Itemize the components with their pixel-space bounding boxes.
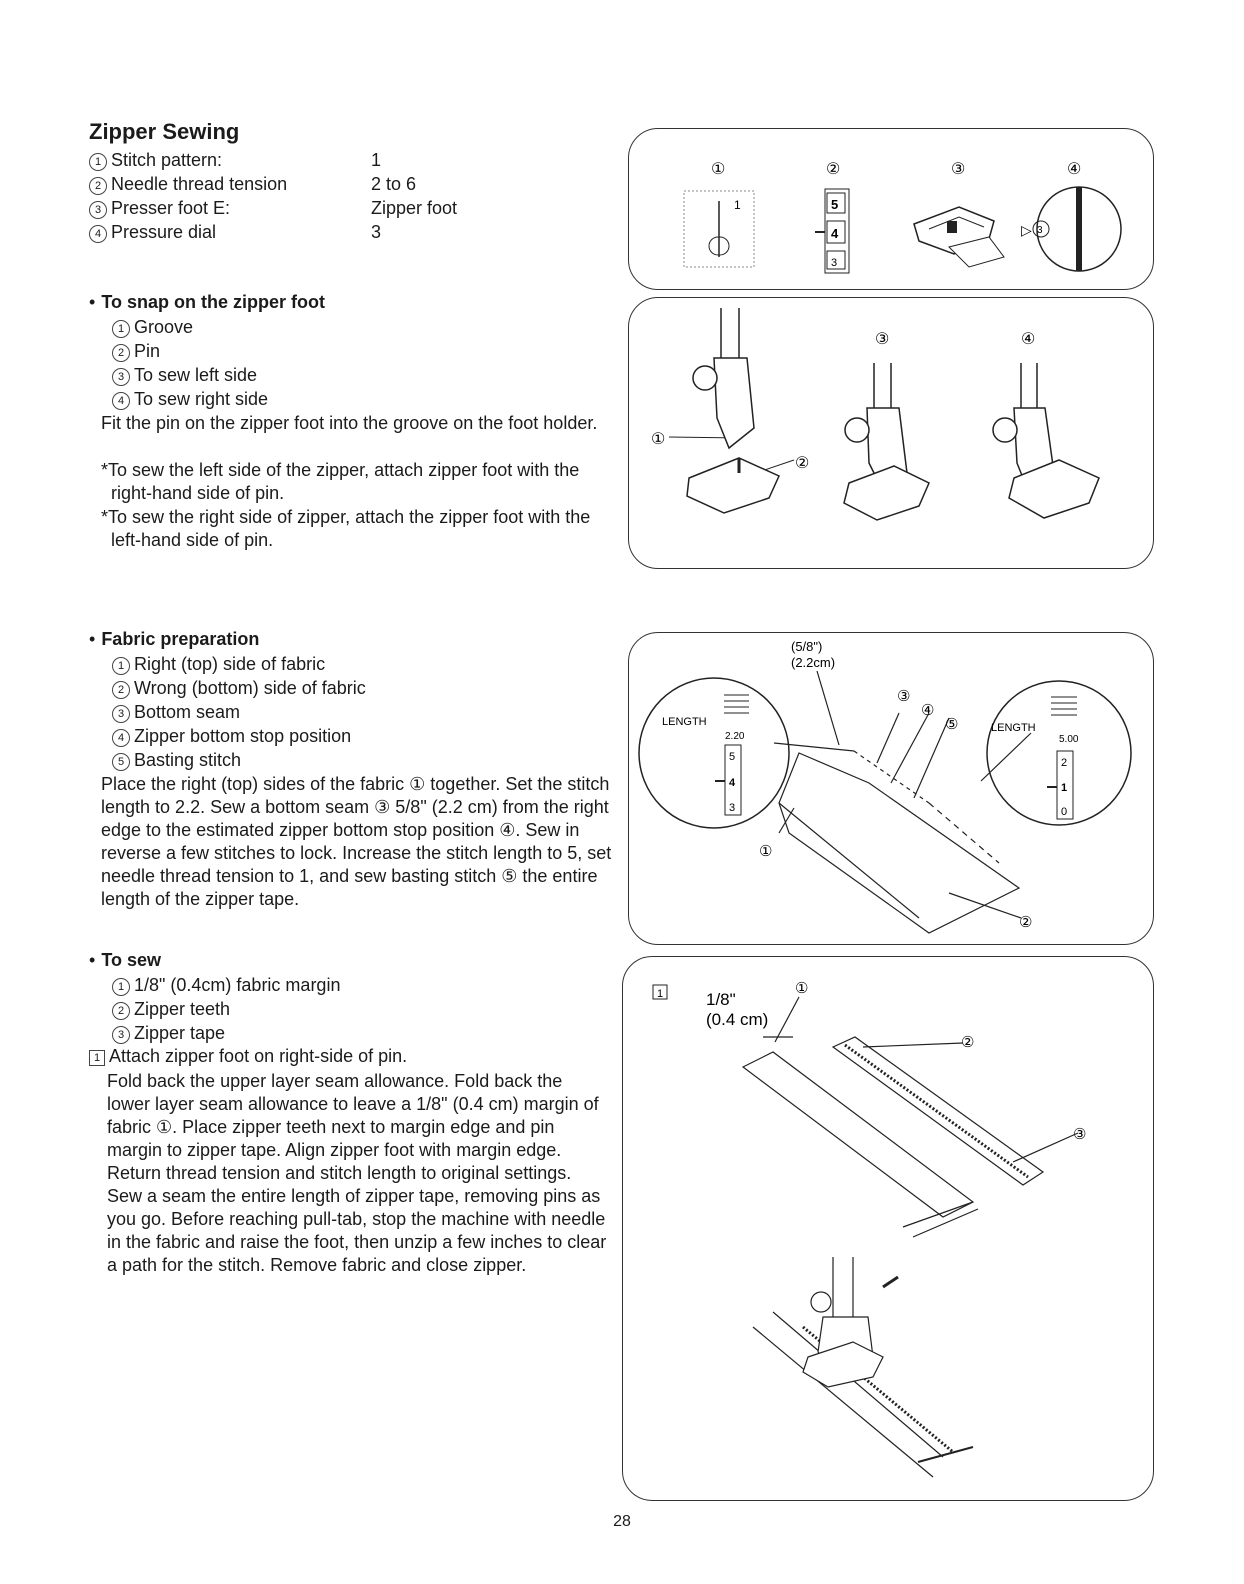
figure-sew-drawing <box>623 957 1153 1500</box>
number-badge: 3 <box>112 368 130 386</box>
zipper-foot-icon <box>914 207 1004 267</box>
section-title-text: Fabric preparation <box>101 629 260 649</box>
list-item-text: Zipper teeth <box>134 999 231 1019</box>
measure-inch: 1/8" <box>706 990 736 1009</box>
number-badge: 4 <box>112 729 130 747</box>
figure-settings <box>628 128 1154 290</box>
measure-cm: (0.4 cm) <box>706 1010 769 1029</box>
setting-value: Zipper foot <box>371 198 458 218</box>
figure-label: ② <box>961 1034 975 1051</box>
svg-text:3: 3 <box>1037 225 1043 236</box>
setting-row <box>89 196 457 220</box>
tension-dial-icon <box>815 189 849 273</box>
step-number: 1 <box>657 988 664 1000</box>
settings-list <box>89 148 457 244</box>
figure-label: ② <box>1019 914 1033 931</box>
dial-number: 0 <box>1061 806 1068 818</box>
dial-number: 2 <box>1061 757 1068 769</box>
fabric-parts-list <box>112 652 366 772</box>
page-title: Zipper Sewing <box>89 119 240 144</box>
setting-label: Stitch pattern: <box>111 150 223 170</box>
list-item <box>112 973 340 997</box>
measure-inch: (5/8") <box>791 639 823 654</box>
number-badge: 2 <box>112 344 130 362</box>
figure-label: ④ <box>1067 161 1082 178</box>
list-item <box>112 748 366 772</box>
list-item <box>112 387 268 411</box>
list-item <box>112 676 366 700</box>
list-item <box>112 724 366 748</box>
length-value: 2.20 <box>725 731 745 742</box>
fabric-paragraph: Place the right (top) sides of the fabric ① together. Set the stitch length to 2.2. Sew a bottom seam ③ 5/8" (2.2 cm) from the right edge to the estimated zipper bottom stop position ④. Sew in reverse a few stitches to lock. Increase the stitch length to 5, set needle thread tension to 1, and sew basting stitch ⑤ the entire length of the zipper tape. <box>101 774 612 909</box>
list-item-text: To sew right side <box>134 389 269 409</box>
number-badge: 3 <box>112 1026 130 1044</box>
sew-paragraph: Fold back the upper layer seam allowance. Fold back the lower layer seam allowance to leave a 1/8" (0.4 cm) margin of fabric ①. Place zipper teeth next to margin edge and pin margin to zipper tape. Align zipper foot with margin edge. Return thread tension and stitch length to original settings. Sew a seam the entire length of zipper tape, removing pins as you go. Before reaching pull-tab, stop the machine with needle in the fabric and raise the foot, then unzip a few inches to clear a path for the stitch. Remove fabric and close zipper. <box>107 1071 607 1275</box>
list-item <box>112 315 268 339</box>
setting-label: Pressure dial <box>111 222 217 242</box>
length-dial-right <box>987 681 1131 825</box>
list-item-text: Bottom seam <box>134 702 241 722</box>
setting-row <box>89 148 457 172</box>
figure-settings-drawing <box>629 129 1153 289</box>
length-label: LENGTH <box>662 716 707 728</box>
length-value: 5.00 <box>1059 734 1079 745</box>
number-badge: 2 <box>89 177 107 195</box>
zipper-illustration <box>743 997 1078 1477</box>
figure-label: ③ <box>897 688 911 705</box>
figure-label: ② <box>826 161 841 178</box>
figure-label: ④ <box>1021 331 1036 348</box>
sew-parts-list <box>112 973 340 1045</box>
section-title-sew: • To sew <box>89 950 161 970</box>
setting-value: 3 <box>371 222 382 242</box>
dial-number: 3 <box>729 802 736 814</box>
figure-label: ③ <box>1073 1126 1087 1143</box>
setting-label: Needle thread tension <box>111 174 288 194</box>
snap-note-right: *To sew the right side of zipper, attach the zipper foot with the left-hand side of pin. <box>101 507 591 550</box>
number-badge: 2 <box>112 681 130 699</box>
figure-label: ④ <box>921 702 935 719</box>
figure-label: ① <box>651 431 666 448</box>
number-badge: 3 <box>112 705 130 723</box>
svg-text:1: 1 <box>734 198 741 212</box>
number-badge: 1 <box>112 320 130 338</box>
dial-number: 4 <box>729 777 736 789</box>
list-item-text: To sew left side <box>134 365 258 385</box>
list-item-text: Basting stitch <box>134 750 242 770</box>
list-item-text: Pin <box>134 341 161 361</box>
length-label: LENGTH <box>991 722 1036 734</box>
setting-value: 2 to 6 <box>371 174 417 194</box>
number-badge: 5 <box>112 753 130 771</box>
presser-foot-holder-icon <box>687 308 779 513</box>
figure-label: ③ <box>875 331 890 348</box>
svg-text:5: 5 <box>831 197 839 212</box>
figure-label: ② <box>795 455 810 472</box>
figure-fabric-drawing <box>629 633 1153 944</box>
number-badge: 1 <box>112 978 130 996</box>
list-item <box>112 363 268 387</box>
list-item-text: Right (top) side of fabric <box>134 654 326 674</box>
left-side-foot-icon <box>844 363 929 520</box>
figure-fabric <box>628 632 1154 945</box>
list-item-text: Zipper tape <box>134 1023 226 1043</box>
figure-label: ③ <box>951 161 966 178</box>
figure-sew <box>622 956 1154 1501</box>
svg-text:▷: ▷ <box>1021 222 1032 238</box>
length-dial-left <box>639 678 789 828</box>
number-badge: 4 <box>112 392 130 410</box>
number-badge: 1 <box>89 153 107 171</box>
list-item <box>112 997 340 1021</box>
figure-label: ① <box>795 980 809 997</box>
setting-value: 1 <box>371 150 382 170</box>
list-item-text: 1/8" (0.4cm) fabric margin <box>134 975 341 995</box>
list-item-text: Groove <box>134 317 194 337</box>
step-number: 1 <box>89 1050 105 1066</box>
dial-number: 1 <box>1061 782 1068 794</box>
list-item <box>112 700 366 724</box>
dial-number: 5 <box>729 751 736 763</box>
figure-label: ⑤ <box>945 716 959 733</box>
snap-parts-list <box>112 315 268 411</box>
list-item <box>112 339 268 363</box>
list-item <box>112 1021 340 1045</box>
page-number: 28 <box>613 1513 631 1530</box>
number-badge: 4 <box>89 225 107 243</box>
setting-row <box>89 172 457 196</box>
figure-snap-drawing <box>629 298 1153 568</box>
right-side-foot-icon <box>993 363 1099 518</box>
figure-snap-foot <box>628 297 1154 569</box>
figure-label: ① <box>711 161 726 178</box>
pressure-dial-icon <box>1021 187 1121 271</box>
svg-text:3: 3 <box>831 257 838 269</box>
list-item <box>112 652 366 676</box>
snap-note-left: *To sew the left side of the zipper, attach zipper foot with the right-hand side of pin. <box>101 460 580 503</box>
measure-cm: (2.2cm) <box>791 655 836 670</box>
number-badge: 2 <box>112 1002 130 1020</box>
figure-label: ① <box>759 843 773 860</box>
snap-paragraph: Fit the pin on the zipper foot into the groove on the foot holder. <box>101 413 598 433</box>
list-item-text: Zipper bottom stop position <box>134 726 352 746</box>
stitch-pattern-icon <box>684 191 754 267</box>
section-title-text: To sew <box>101 950 161 970</box>
svg-text:4: 4 <box>831 226 839 241</box>
list-item-text: Wrong (bottom) side of fabric <box>134 678 366 698</box>
section-title-fabric: • Fabric preparation <box>89 629 260 649</box>
fabric-illustration <box>774 671 1031 933</box>
section-title-text: To snap on the zipper foot <box>101 292 325 312</box>
sew-step-text: Attach zipper foot on right-side of pin. <box>109 1046 408 1066</box>
section-title-snap: • To snap on the zipper foot <box>89 292 325 312</box>
sew-step-heading <box>89 1045 609 1068</box>
number-badge: 3 <box>89 201 107 219</box>
number-badge: 1 <box>112 657 130 675</box>
setting-label: Presser foot E: <box>111 198 231 218</box>
setting-row <box>89 220 457 244</box>
